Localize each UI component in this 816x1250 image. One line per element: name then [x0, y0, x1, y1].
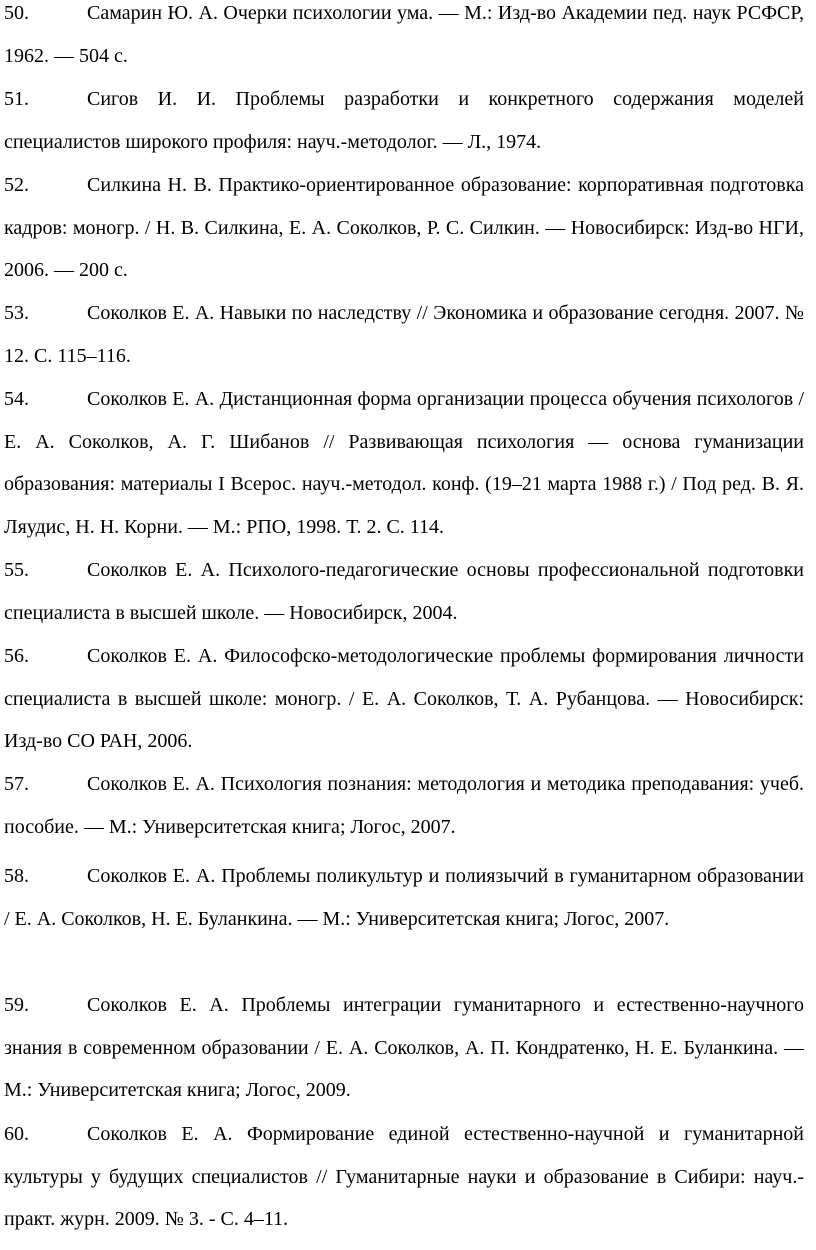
- reference-number: 56.: [4, 645, 29, 667]
- reference-text: Соколков Е. А. Проблемы интеграции гуманитарного и естественно-научного знания в современном образовании / Е. А. Соколков, А. П. Кондратенко, Н. Е. Буланкина. — М.: Университетская книга; Логос, 2009.: [4, 994, 804, 1101]
- reference-item-56: [4, 635, 804, 763]
- reference-number: 57.: [4, 773, 29, 795]
- reference-text: Соколков Е. А. Формирование единой естественно-научной и гуманитарной культуры у будущих специалистов // Гуманитарные науки и образование в Сибири: науч.-практ. журн. 2009. № 3. - С. 4–11.: [4, 1123, 804, 1230]
- reference-number: 59.: [4, 994, 29, 1016]
- reference-item-55: [4, 549, 804, 634]
- reference-item-59: [4, 984, 804, 1112]
- reference-item-53: [4, 292, 804, 377]
- reference-number: 58.: [4, 865, 29, 887]
- reference-number: 55.: [4, 559, 29, 581]
- reference-number: 60.: [4, 1123, 29, 1145]
- reference-number: 52.: [4, 174, 29, 196]
- reference-number: 51.: [4, 88, 29, 110]
- reference-item-51: [4, 78, 804, 163]
- reference-text: Самарин Ю. А. Очерки психологии ума. — М.: Изд-во Академии пед. наук РСФСР, 1962. — 504 с.: [4, 2, 804, 67]
- reference-text: Соколков Е. А. Проблемы поликультур и полиязычий в гуманитарном образовании / Е. А. Соколков, Н. Е. Буланкина. — М.: Университетская книга; Логос, 2007.: [4, 865, 804, 930]
- reference-text: Соколков Е. А. Психология познания: методология и методика преподавания: учеб. пособие. — М.: Университетская книга; Логос, 2007.: [4, 773, 804, 838]
- reference-item-54: [4, 378, 804, 548]
- reference-number: 53.: [4, 302, 29, 324]
- reference-text: Соколков Е. А. Философско-методологические проблемы формирования личности специалиста в высшей школе: моногр. / Е. А. Соколков, Т. А. Рубанцова. — Новосибирск: Изд-во СО РАН, 2006.: [4, 645, 804, 752]
- reference-text: Сигов И. И. Проблемы разработки и конкретного содержания моделей специалистов широкого профиля: науч.-методолог. — Л., 1974.: [4, 88, 804, 153]
- reference-number: 54.: [4, 388, 29, 410]
- reference-item-50: [4, 0, 804, 77]
- reference-item-58: [4, 855, 804, 940]
- reference-item-52: [4, 164, 804, 292]
- reference-text: Силкина Н. В. Практико-ориентированное образование: корпоративная подготовка кадров: моногр. / Н. В. Силкина, Е. А. Соколков, Р. С. Силкин. — Новосибирск: Изд-во НГИ, 2006. — 200 с.: [4, 174, 804, 281]
- reference-item-60: [4, 1113, 804, 1241]
- reference-text: Соколков Е. А. Дистанционная форма организации процесса обучения психологов / Е. А. Соколков, А. Г. Шибанов // Развивающая психология — основа гуманизации образования: материалы I Всерос. науч.-методол. конф. (19–21 марта 1988 г.) / Под ред. В. Я. Ляудис, Н. Н. Корни. — М.: РПО, 1998. Т. 2. С. 114.: [4, 388, 804, 538]
- reference-number: 50.: [4, 2, 29, 24]
- reference-item-57: [4, 763, 804, 848]
- reference-text: Соколков Е. А. Навыки по наследству // Экономика и образование сегодня. 2007. № 12. С. 115–116.: [4, 302, 804, 367]
- reference-text: Соколков Е. А. Психолого-педагогические основы профессиональной подготовки специалиста в высшей школе. — Новосибирск, 2004.: [4, 559, 804, 624]
